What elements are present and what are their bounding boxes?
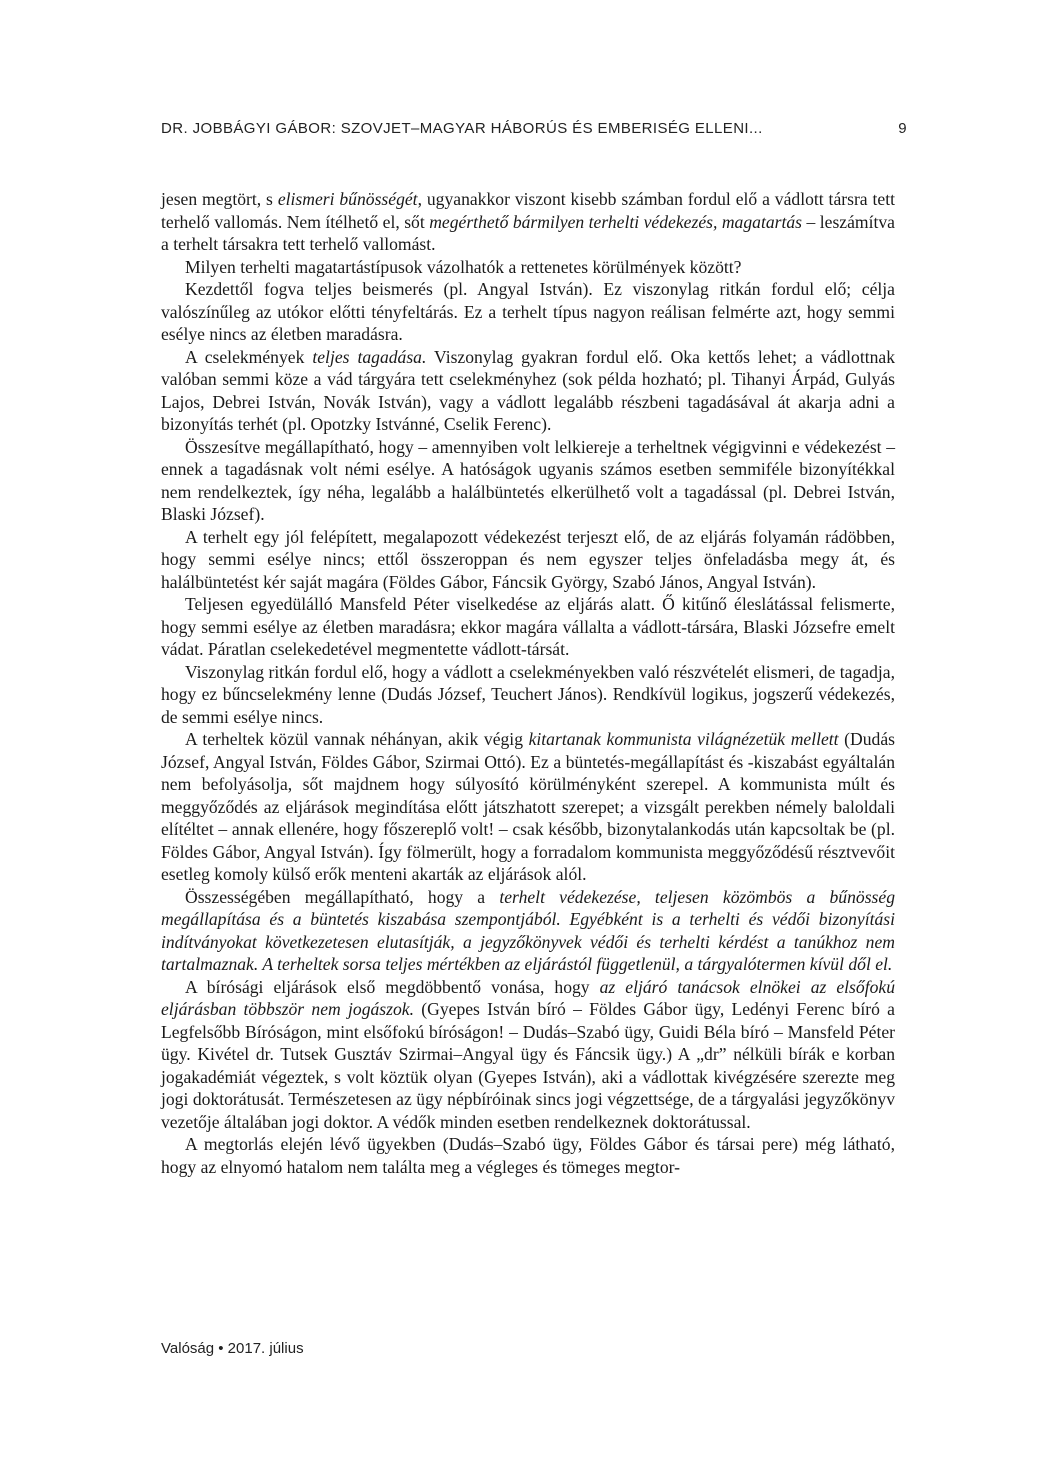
body-paragraph xyxy=(161,526,895,594)
body-paragraph xyxy=(161,436,895,526)
paragraph-text: Teljesen egyedülálló Mansfeld Péter viselkedése az eljárás alatt. Ő kitűnő éleslátással felismerte, hogy semmi esélye az életben maradásra; ekkor magára vállalta a vádlott-társára, Blaski Józsefre emelt vádat. Páratlan cselekedetével megmentette vádlott-társát. xyxy=(161,594,895,659)
paragraph-text: A terhelt egy jól felépített, megalapozott védekezést terjeszt elő, de az eljárás folyamán rádöbben, hogy semmi esélye nincs; ettől összeroppan és nem egyszer teljes önfeladásba megy át, és halálbüntetést kér saját magára (Földes Gábor, Fáncsik György, Szabó János, Angyal István). xyxy=(161,526,895,592)
body-paragraph xyxy=(161,256,895,279)
paragraph-text: (Dudás József, Angyal István, Földes Gábor, Szirmai Ottó). Ez a büntetés-megállapítást és -kiszabást egyáltalán nem befolyásolja, sőt majdnem hogy súlyosító körülményként szerepel. A kommunista múlt és meggyőződés az eljárások megindítása előtt játszhatott szerepet; a vizsgált perekben némely baloldali elítéltet – annak ellenére, hogy főszereplő volt! – csak később, bizonytalankodás után kapcsoltak be (pl. Földes Gábor, Angyal István). Így fölmerült, hogy a forradalom kommunista meggyőződésű résztvevőit esetleg komoly külső erők menteni akarták az eljárások alól. xyxy=(161,729,895,884)
paragraph-text: (Gyepes István bíró – Földes Gábor ügy, Ledényi Ferenc bíró a Legfelsőbb Bíróságon, mint elsőfokú bíróságon! – Dudás–Szabó ügy, Guidi Béla bíró – Mansfeld Péter ügy. Kivétel dr. Tutsek Gusztáv Szirmai–Angyal ügy és Fáncsik ügy.) A „dr” nélküli bírák e korban jogakadémiát végeztek, s volt köztük olyan (Gyepes István), aki a vádlottak kivégzésére szerezte meg jogi doktorátusát. Természetesen az ügy népbíróinak sincs jogi végzettsége, de a tárgyalási jegyzőkönyv vezetője általában jogi doktor. A védők minden esetben rendelkeznek doktorátussal. xyxy=(161,999,895,1132)
emphasized-text: terhelt védekezése, teljesen közömbös a bűnösség megállapítása és a büntetés kiszabása szempontjából. Egyébként is a terhelti és védői bizonyítási indítványokat következetesen elutasítják, a jegyzőkönyvek védői és terhelti kérdést a tanúkhoz nem tartalmaznak. A terheltek sorsa teljes mértékben az eljárástól függetlenül, a tárgyalótermen kívül dől el. xyxy=(161,886,895,974)
paragraph-text: Viszonylag gyakran fordul elő. Oka kettős lehet; a vádlottnak valóban semmi köze a vád tárgyára tett cselekményhez (sok példa hozható; pl. Tihanyi Árpád, Gulyás Lajos, Debrei István, Novák István), vagy a vádlott legalább részbeni tagadásával át akarja adni a bizonyítás terhét (pl. Opotzky Istvánné, Cselik Ferenc). xyxy=(161,346,896,434)
body-paragraph xyxy=(161,188,895,256)
emphasized-text: az eljáró tanácsok elnökei az elsőfokú eljárásban többször nem jogászok. xyxy=(161,976,895,1019)
body-paragraph xyxy=(161,661,895,729)
running-title: DR. JOBBÁGYI GÁBOR: SZOVJET–MAGYAR HÁBORÚS ÉS EMBERISÉG ELLENI... xyxy=(161,120,763,137)
paragraph-text: A bírósági eljárások első megdöbbentő vonása, hogy xyxy=(185,976,600,997)
body-paragraph xyxy=(161,346,895,436)
page-footer: Valóság • 2017. július xyxy=(161,1340,304,1357)
emphasized-text: elismeri bűnösségét xyxy=(277,189,418,209)
paragraph-text: Összességében megállapítható, hogy a xyxy=(185,886,500,907)
paragraph-text: – leszámítva a terhelt társakra tett terhelő vallomást. xyxy=(161,211,895,254)
paragraph-text: Viszonylag ritkán fordul elő, hogy a vádlott a cselekményekben való részvételét elismeri, de tagadja, hogy ez bűncselekmény lenne (Dudás József, Teuchert János). Rendkívül logikus, jogszerű védekezés, de semmi esélye nincs. xyxy=(161,661,895,727)
body-paragraph xyxy=(161,1133,895,1178)
body-paragraph xyxy=(161,976,895,1134)
paragraph-text: A megtorlás elején lévő ügyekben (Dudás–Szabó ügy, Földes Gábor és társai pere) még látható, hogy az elnyomó hatalom nem találta meg a végleges és tömeges megtor- xyxy=(161,1134,895,1177)
body-paragraph xyxy=(161,728,895,886)
paragraph-text: A terheltek közül vannak néhányan, akik végig xyxy=(185,729,529,749)
emphasized-text: teljes tagadása. xyxy=(312,346,427,367)
paragraph-text: Összesítve megállapítható, hogy – amennyiben volt lelkiereje a terheltnek végigvinni e védekezést – ennek a tagadásnak volt némi esélye. A hatóságok ugyanis számos esetben semmiféle bizonyítékkal nem rendelkeztek, így néha, legalább a halálbüntetés elkerülhető volt a tagadással (pl. Debrei István, Blaski József). xyxy=(161,436,895,524)
emphasized-text: kitartanak kommunista világnézetük mellett xyxy=(528,729,839,749)
body-paragraph xyxy=(161,593,895,661)
page-number: 9 xyxy=(898,120,907,137)
paragraph-text: jesen megtört, s xyxy=(161,189,278,209)
paragraph-text: , ugyanakkor viszont kisebb számban fordul elő a vádlott társra tett terhelő vallomás. Nem ítélhető el, sőt xyxy=(161,189,895,232)
paragraph-text: Kezdettől fogva teljes beismerés (pl. Angyal István). Ez viszonylag ritkán fordul elő; célja valószínűleg az utókor előtti tényfeltárás. Ez a terhelt típus nagyon reálisan felmérte azt, hogy semmi esélye nincs az életben maradásra. xyxy=(161,279,895,344)
paragraph-text: Milyen terhelti magatartástípusok vázolhatók a rettenetes körülmények között? xyxy=(185,256,742,277)
body-paragraph xyxy=(161,278,895,346)
article-body xyxy=(161,188,895,1178)
body-paragraph xyxy=(161,886,895,976)
emphasized-text: megérthető bármilyen terhelti védekezés, magatartás xyxy=(429,211,803,232)
paragraph-text: A cselekmények xyxy=(185,346,313,367)
